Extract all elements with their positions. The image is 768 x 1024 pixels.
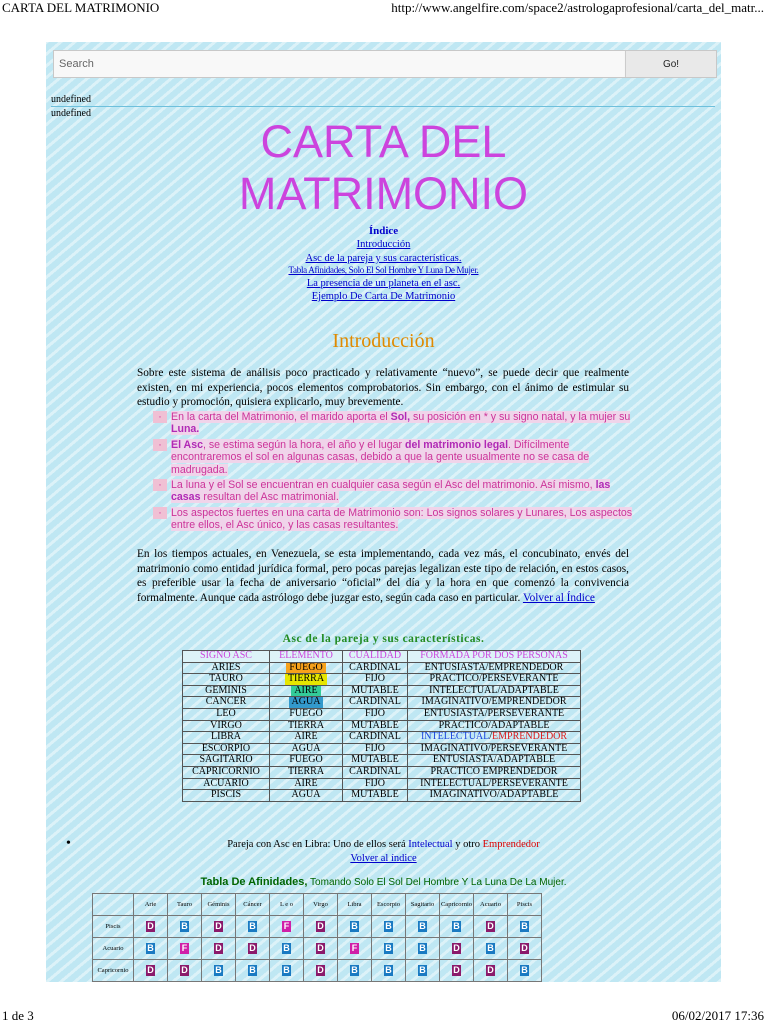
table-cell bbox=[168, 916, 202, 938]
title-line-1: CARTA DEL bbox=[260, 116, 507, 167]
affinity-letter: D bbox=[453, 965, 460, 975]
back-to-index-link-2[interactable] bbox=[46, 853, 721, 864]
table-row bbox=[183, 662, 581, 674]
table-cell: IMAGINATIVO/ADAPTABLE bbox=[408, 790, 581, 802]
table-row bbox=[183, 708, 581, 720]
column-header: L e o bbox=[270, 894, 304, 916]
table-cell bbox=[440, 938, 474, 960]
table-cell: ACUARIO bbox=[183, 778, 270, 790]
affinity-letter: B bbox=[385, 965, 392, 975]
table-cell: ENTUSIASTA/ADAPTABLE bbox=[408, 755, 581, 767]
table-cell bbox=[202, 960, 236, 982]
affinity-letter: B bbox=[453, 921, 460, 931]
search-bar bbox=[53, 50, 717, 78]
table-cell bbox=[406, 938, 440, 960]
table-cell: FIJO bbox=[343, 778, 408, 790]
table-cell: VIRGO bbox=[183, 720, 270, 732]
table-cell bbox=[168, 960, 202, 982]
column-header: CUALIDAD bbox=[343, 651, 408, 663]
page-header-title: CARTA DEL MATRIMONIO bbox=[2, 0, 160, 15]
list-item: · Los aspectos fuertes en una carta de Matrimonio son: Los signos solares y Lunares, Los aspectos entre ellos, el Asc único, y las casas resultantes. bbox=[153, 507, 633, 532]
index-link[interactable]: Introducción bbox=[356, 239, 411, 250]
affinity-letter: B bbox=[521, 921, 528, 931]
afinidades-table bbox=[92, 893, 542, 982]
column-header: Virgo bbox=[304, 894, 338, 916]
table-cell bbox=[270, 674, 343, 686]
column-header: Arie bbox=[134, 894, 168, 916]
intro-paragraph-2: En los tiempos actuales, en Venezuela, se esta implementando, cada vez más, el concubinato, envés del matrimonio como entidad jurídica formal, pero pocas parejas legalizan este tipo de relación, en estos casos, es preferible usar la fecha de aniversario “oficial” del día y la hora en que comenzó la convivencia formalmente. Aunque cada astrólogo debe juzgar esto, según cada caso en particular. Volver al Índice bbox=[137, 548, 629, 604]
table-cell: TIERRA bbox=[270, 720, 343, 732]
affinity-letter: D bbox=[317, 965, 324, 975]
column-header: Acuario bbox=[474, 894, 508, 916]
print-datetime: 06/02/2017 17:36 bbox=[671, 1008, 764, 1023]
affinity-letter: D bbox=[317, 943, 324, 953]
column-header: Tauro bbox=[168, 894, 202, 916]
table-cell bbox=[270, 938, 304, 960]
table-cell bbox=[304, 960, 338, 982]
table-cell: FUEGO bbox=[270, 708, 343, 720]
column-header: ELEMENTO bbox=[270, 651, 343, 663]
affinity-letter: B bbox=[419, 921, 426, 931]
table-cell bbox=[134, 916, 168, 938]
table-row bbox=[183, 720, 581, 732]
row-header: Piscis bbox=[93, 916, 134, 938]
table-cell: PRACTICO/PERSEVERANTE bbox=[408, 674, 581, 686]
affinity-letter: F bbox=[283, 921, 290, 931]
affinity-letter: F bbox=[351, 943, 358, 953]
index-link[interactable]: Asc de la pareja y sus características. bbox=[305, 253, 462, 264]
afinidades-heading: Tabla De Afinidades, Tomando Solo El Sol Del Hombre Y La Luna De La Mujer. bbox=[200, 876, 567, 888]
table-row bbox=[183, 685, 581, 697]
table-cell: AIRE bbox=[270, 732, 343, 744]
affinity-letter: D bbox=[487, 965, 494, 975]
table-cell bbox=[406, 916, 440, 938]
table-cell bbox=[508, 916, 542, 938]
table-row bbox=[93, 916, 542, 938]
title-line-2: MATRIMONIO bbox=[238, 168, 529, 219]
intro-bullet-list bbox=[153, 411, 633, 535]
table-header-row bbox=[93, 894, 542, 916]
table-cell bbox=[406, 960, 440, 982]
table-cell: GEMINIS bbox=[183, 685, 270, 697]
table-cell: CARDINAL bbox=[343, 662, 408, 674]
undefined-text: undefined bbox=[51, 94, 715, 107]
table-row bbox=[183, 778, 581, 790]
undefined-text: undefined bbox=[51, 108, 91, 119]
affinity-letter: D bbox=[487, 921, 494, 931]
table-cell: INTELECTUAL/PERSEVERANTE bbox=[408, 778, 581, 790]
page-title bbox=[46, 116, 721, 220]
table-cell: CARDINAL bbox=[343, 697, 408, 709]
affinity-letter: B bbox=[283, 965, 290, 975]
table-cell bbox=[134, 960, 168, 982]
table-cell: ENTUSIASTA/EMPRENDEDOR bbox=[408, 662, 581, 674]
table-cell bbox=[270, 685, 343, 697]
asc-table bbox=[182, 650, 581, 802]
affinity-letter: D bbox=[317, 921, 324, 931]
table-row bbox=[183, 674, 581, 686]
table-cell: LEO bbox=[183, 708, 270, 720]
table-cell: AGUA bbox=[270, 790, 343, 802]
table-cell: ARIES bbox=[183, 662, 270, 674]
table-cell: INTELECTUAL/ADAPTABLE bbox=[408, 685, 581, 697]
table-cell: FIJO bbox=[343, 674, 408, 686]
table-cell bbox=[372, 938, 406, 960]
column-header: FORMADA POR DOS PERSONAS bbox=[408, 651, 581, 663]
table-cell: MUTABLE bbox=[343, 720, 408, 732]
table-cell bbox=[270, 916, 304, 938]
back-to-index-link[interactable]: Volver al índice bbox=[350, 853, 417, 864]
table-cell bbox=[338, 938, 372, 960]
pareja-note: Pareja con Asc en Libra: Uno de ellos será Intelectual y otro Emprendedor bbox=[227, 839, 540, 850]
intro-heading: Introducción bbox=[332, 330, 435, 352]
element-highlight: TIERRA bbox=[285, 674, 327, 685]
table-cell: MUTABLE bbox=[343, 755, 408, 767]
table-cell: FUEGO bbox=[270, 755, 343, 767]
affinity-letter: D bbox=[215, 921, 222, 931]
index-link-presencia[interactable] bbox=[46, 278, 721, 289]
affinity-letter: B bbox=[385, 943, 392, 953]
table-row bbox=[183, 790, 581, 802]
bullet-dot: • bbox=[66, 836, 71, 851]
affinity-letter: B bbox=[181, 921, 188, 931]
table-cell: FIJO bbox=[343, 743, 408, 755]
list-item: · En la carta del Matrimonio, el marido aporta el Sol, su posición en * y su signo natal, y la mujer su Luna. bbox=[153, 411, 633, 436]
table-cell bbox=[372, 960, 406, 982]
back-to-index-link[interactable]: Volver al Índice bbox=[522, 591, 595, 604]
search-input[interactable] bbox=[54, 51, 624, 77]
list-item: · El Asc, se estima según la hora, el año y el lugar del matrimonio legal. Difícilmente encontraremos el sol en algunas casas, debido a que la gente usualmente no se casa de madrugada. bbox=[153, 439, 633, 476]
index-link[interactable]: La presencia de un planeta en el asc. bbox=[306, 278, 461, 289]
table-cell: CAPRICORNIO bbox=[183, 766, 270, 778]
affinity-letter: B bbox=[385, 921, 392, 931]
index-link-introduccion[interactable] bbox=[46, 239, 721, 250]
affinity-letter: B bbox=[419, 943, 426, 953]
index-link[interactable]: Tabla Afinidades, Solo El Sol Hombre Y Luna De Mujer. bbox=[288, 265, 479, 275]
table-cell bbox=[338, 960, 372, 982]
table-cell: AIRE bbox=[270, 778, 343, 790]
bullet-icon: · bbox=[153, 439, 167, 451]
page-header-url: http://www.angelfire.com/space2/astrologaprofesional/carta_del_matr... bbox=[391, 0, 764, 15]
table-row bbox=[183, 732, 581, 744]
table-cell bbox=[168, 938, 202, 960]
table-cell bbox=[304, 916, 338, 938]
table-cell: IMAGINATIVO/EMPRENDEDOR bbox=[408, 697, 581, 709]
table-cell: AGUA bbox=[270, 743, 343, 755]
index-link-ejemplo[interactable] bbox=[46, 291, 721, 302]
affinity-letter: B bbox=[215, 965, 222, 975]
bullet-icon: · bbox=[153, 479, 167, 491]
table-cell: MUTABLE bbox=[343, 790, 408, 802]
table-cell bbox=[236, 916, 270, 938]
table-cell bbox=[304, 938, 338, 960]
column-header: Sagitario bbox=[406, 894, 440, 916]
table-row bbox=[183, 766, 581, 778]
element-highlight: AIRE bbox=[291, 686, 320, 697]
element-highlight: AGUA bbox=[289, 697, 324, 708]
affinity-letter: B bbox=[521, 965, 528, 975]
row-header: Capricornio bbox=[93, 960, 134, 982]
affinity-letter: D bbox=[147, 965, 154, 975]
table-cell bbox=[270, 662, 343, 674]
affinity-letter: B bbox=[147, 943, 154, 953]
column-header: Capricornio bbox=[440, 894, 474, 916]
affinity-letter: D bbox=[249, 943, 256, 953]
table-cell bbox=[236, 960, 270, 982]
affinity-letter: B bbox=[487, 943, 494, 953]
index-link-asc[interactable] bbox=[46, 253, 721, 264]
table-cell bbox=[270, 960, 304, 982]
table-cell: SAGITARIO bbox=[183, 755, 270, 767]
table-cell bbox=[440, 916, 474, 938]
table-row bbox=[183, 755, 581, 767]
table-row bbox=[183, 697, 581, 709]
table-cell: TIERRA bbox=[270, 766, 343, 778]
table-cell bbox=[440, 960, 474, 982]
affinity-letter: D bbox=[215, 943, 222, 953]
asc-section-heading: Asc de la pareja y sus características. bbox=[282, 633, 485, 645]
column-header: Libra bbox=[338, 894, 372, 916]
column-header: Cáncer bbox=[236, 894, 270, 916]
index-link[interactable]: Ejemplo De Carta De Matrimonio bbox=[311, 291, 456, 302]
table-cell bbox=[508, 938, 542, 960]
table-cell bbox=[270, 697, 343, 709]
table-cell bbox=[202, 938, 236, 960]
bullet-icon: · bbox=[153, 507, 167, 519]
table-cell: LIBRA bbox=[183, 732, 270, 744]
affinity-letter: B bbox=[249, 921, 256, 931]
column-header: Piscis bbox=[508, 894, 542, 916]
affinity-letter: D bbox=[147, 921, 154, 931]
table-cell: PRACTICO/ADAPTABLE bbox=[408, 720, 581, 732]
column-header: SIGNO ASC bbox=[183, 651, 270, 663]
table-row bbox=[183, 743, 581, 755]
column-header: Escorpio bbox=[372, 894, 406, 916]
affinity-letter: B bbox=[249, 965, 256, 975]
affinity-letter: F bbox=[181, 943, 188, 953]
table-cell bbox=[236, 938, 270, 960]
affinity-letter: B bbox=[419, 965, 426, 975]
table-cell bbox=[474, 960, 508, 982]
page-number: 1 de 3 bbox=[2, 1008, 34, 1023]
table-cell: FIJO bbox=[343, 708, 408, 720]
table-cell bbox=[474, 916, 508, 938]
index-link-tabla[interactable] bbox=[46, 265, 721, 275]
table-cell: ENTUSIASTA/PERSEVERANTE bbox=[408, 708, 581, 720]
intro-paragraph-1: Sobre este sistema de análisis poco practicado y relativamente “nuevo”, se puede decir que realmente existen, en mi experiencia, pocos elementos comprobatorios. Sin embargo, con el ánimo de estimular su estudio y promoción, quisiera explicarlo, muy brevemente. bbox=[137, 367, 629, 408]
table-cell bbox=[508, 960, 542, 982]
table-cell: ESCORPIO bbox=[183, 743, 270, 755]
affinity-letter: B bbox=[283, 943, 290, 953]
table-cell bbox=[134, 938, 168, 960]
table-cell bbox=[372, 916, 406, 938]
table-cell: INTELECTUAL/EMPRENDEDOR bbox=[408, 732, 581, 744]
affinity-letter: D bbox=[453, 943, 460, 953]
table-cell bbox=[202, 916, 236, 938]
table-cell: IMAGINATIVO/PERSEVERANTE bbox=[408, 743, 581, 755]
element-highlight: FUEGO bbox=[286, 663, 325, 674]
affinity-letter: B bbox=[351, 921, 358, 931]
table-cell bbox=[474, 938, 508, 960]
go-button[interactable]: Go! bbox=[625, 51, 716, 77]
table-cell: CARDINAL bbox=[343, 766, 408, 778]
corner-cell bbox=[93, 894, 134, 916]
table-cell: CARDINAL bbox=[343, 732, 408, 744]
row-header: Acuario bbox=[93, 938, 134, 960]
affinity-letter: D bbox=[181, 965, 188, 975]
table-cell: PISCIS bbox=[183, 790, 270, 802]
table-cell: CANCER bbox=[183, 697, 270, 709]
table-header-row bbox=[183, 651, 581, 663]
table-cell: MUTABLE bbox=[343, 685, 408, 697]
table-cell: TAURO bbox=[183, 674, 270, 686]
column-header: Géminis bbox=[202, 894, 236, 916]
table-row bbox=[93, 938, 542, 960]
affinity-letter: B bbox=[351, 965, 358, 975]
index-title: Índice bbox=[368, 225, 399, 237]
list-item: · La luna y el Sol se encuentran en cualquier casa según el Asc del matrimonio. Así mismo, las casas resultan del Asc matrimonial. bbox=[153, 479, 633, 504]
bullet-icon: · bbox=[153, 411, 167, 423]
affinity-letter: D bbox=[521, 943, 528, 953]
table-row bbox=[93, 960, 542, 982]
table-cell: PRACTICO EMPRENDEDOR bbox=[408, 766, 581, 778]
web-page-content bbox=[46, 42, 721, 982]
table-cell bbox=[338, 916, 372, 938]
